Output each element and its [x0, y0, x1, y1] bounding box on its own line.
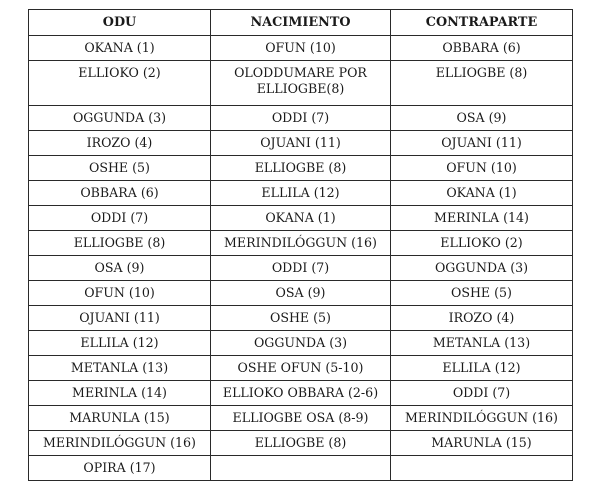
table-row	[29, 36, 573, 61]
cell-contraparte: OJUANI (11)	[391, 131, 573, 156]
cell-odu: ELLIOKO (2)	[29, 61, 211, 106]
cell-odu: OSA (9)	[29, 256, 211, 281]
table-header-row	[29, 10, 573, 36]
table-row	[29, 456, 573, 481]
cell-contraparte: ELLILA (12)	[391, 356, 573, 381]
cell-odu: ODDI (7)	[29, 206, 211, 231]
cell-contraparte: MARUNLA (15)	[391, 431, 573, 456]
cell-odu: MERINDILÓGGUN (16)	[29, 431, 211, 456]
odu-table	[28, 9, 573, 481]
table-row	[29, 281, 573, 306]
cell-nacimiento: ODDI (7)	[211, 106, 391, 131]
cell-nacimiento	[211, 456, 391, 481]
cell-nacimiento: ELLIOGBE OSA (8-9)	[211, 406, 391, 431]
odu-table-container	[28, 9, 573, 481]
cell-nacimiento: OFUN (10)	[211, 36, 391, 61]
header-odu: ODU	[29, 10, 211, 36]
cell-nacimiento: ELLILA (12)	[211, 181, 391, 206]
cell-contraparte: ODDI (7)	[391, 381, 573, 406]
cell-contraparte: OSA (9)	[391, 106, 573, 131]
cell-odu: ELLILA (12)	[29, 331, 211, 356]
cell-odu: OPIRA (17)	[29, 456, 211, 481]
table-row	[29, 406, 573, 431]
cell-odu: ELLIOGBE (8)	[29, 231, 211, 256]
table-row	[29, 181, 573, 206]
table-row	[29, 381, 573, 406]
cell-odu: OKANA (1)	[29, 36, 211, 61]
cell-contraparte: ELLIOGBE (8)	[391, 61, 573, 106]
cell-nacimiento: OSHE (5)	[211, 306, 391, 331]
table-row	[29, 256, 573, 281]
cell-contraparte: METANLA (13)	[391, 331, 573, 356]
table-row	[29, 131, 573, 156]
cell-nacimiento: OLODDUMARE POR ELLIOGBE(8)	[211, 61, 391, 106]
cell-odu: OBBARA (6)	[29, 181, 211, 206]
cell-nacimiento: OSHE OFUN (5-10)	[211, 356, 391, 381]
cell-nacimiento: ELLIOGBE (8)	[211, 156, 391, 181]
cell-odu: OJUANI (11)	[29, 306, 211, 331]
cell-contraparte: MERINDILÓGGUN (16)	[391, 406, 573, 431]
header-nacimiento: NACIMIENTO	[211, 10, 391, 36]
table-row	[29, 306, 573, 331]
cell-contraparte: OFUN (10)	[391, 156, 573, 181]
table-row	[29, 356, 573, 381]
table-row	[29, 61, 573, 106]
cell-odu: MARUNLA (15)	[29, 406, 211, 431]
table-body	[29, 36, 573, 481]
cell-nacimiento: ODDI (7)	[211, 256, 391, 281]
table-row	[29, 156, 573, 181]
cell-nacimiento: ELLIOGBE (8)	[211, 431, 391, 456]
cell-contraparte: IROZO (4)	[391, 306, 573, 331]
cell-odu: OGGUNDA (3)	[29, 106, 211, 131]
cell-nacimiento: MERINDILÓGGUN (16)	[211, 231, 391, 256]
cell-contraparte: OGGUNDA (3)	[391, 256, 573, 281]
cell-odu: OFUN (10)	[29, 281, 211, 306]
cell-contraparte: ELLIOKO (2)	[391, 231, 573, 256]
cell-contraparte: MERINLA (14)	[391, 206, 573, 231]
cell-contraparte: OKANA (1)	[391, 181, 573, 206]
table-row	[29, 331, 573, 356]
cell-contraparte: OSHE (5)	[391, 281, 573, 306]
table-row	[29, 431, 573, 456]
table-row	[29, 206, 573, 231]
cell-contraparte	[391, 456, 573, 481]
table-row	[29, 106, 573, 131]
cell-contraparte: OBBARA (6)	[391, 36, 573, 61]
table-row	[29, 231, 573, 256]
cell-odu: METANLA (13)	[29, 356, 211, 381]
header-contraparte: CONTRAPARTE	[391, 10, 573, 36]
cell-odu: IROZO (4)	[29, 131, 211, 156]
cell-nacimiento: OKANA (1)	[211, 206, 391, 231]
cell-odu: MERINLA (14)	[29, 381, 211, 406]
cell-nacimiento: ELLIOKO OBBARA (2-6)	[211, 381, 391, 406]
cell-nacimiento: OJUANI (11)	[211, 131, 391, 156]
cell-nacimiento: OSA (9)	[211, 281, 391, 306]
cell-odu: OSHE (5)	[29, 156, 211, 181]
cell-nacimiento: OGGUNDA (3)	[211, 331, 391, 356]
